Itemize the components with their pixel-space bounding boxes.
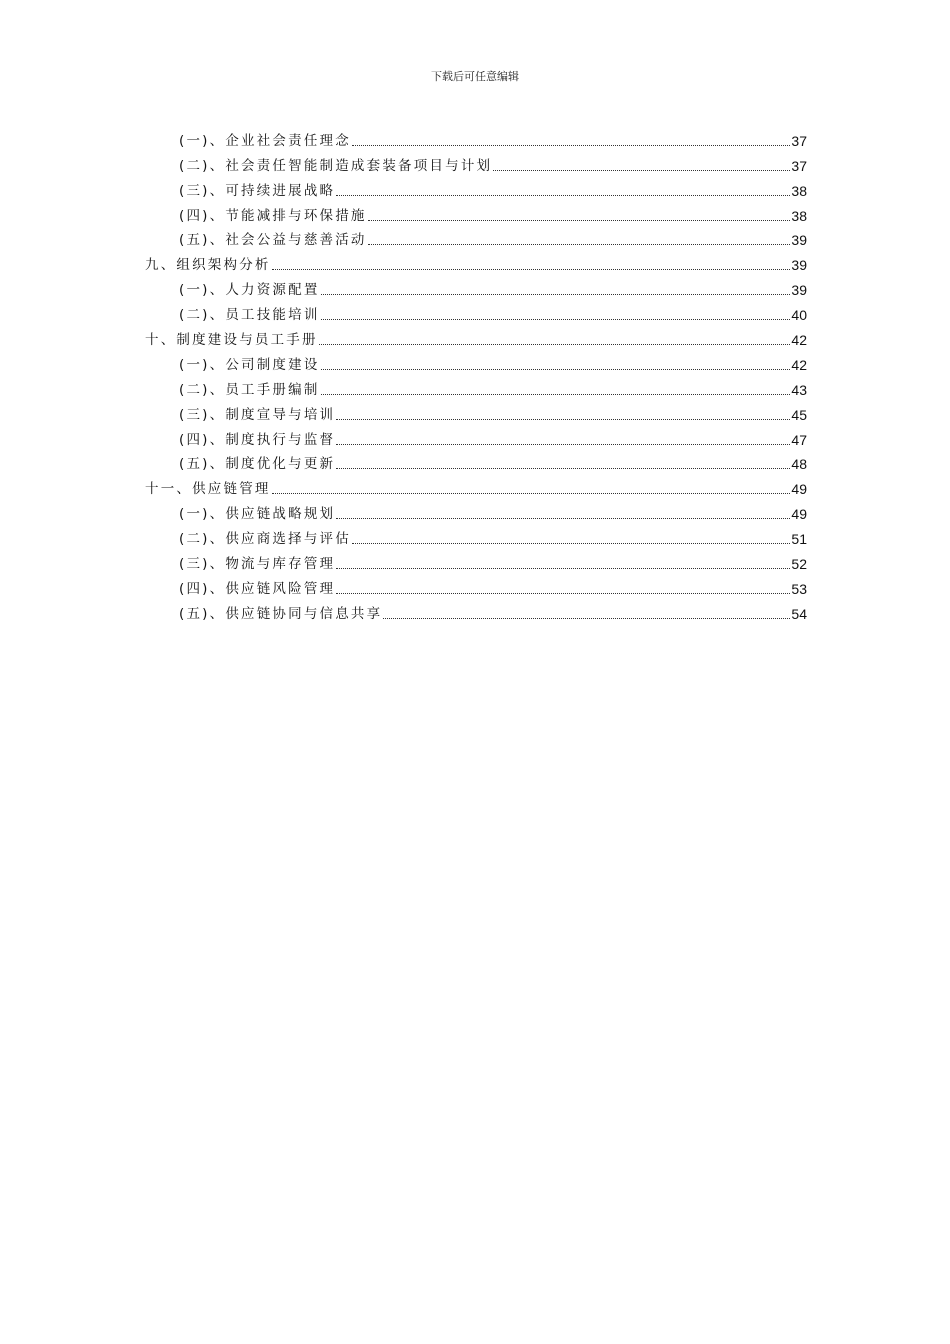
toc-entry-page: 38	[791, 207, 807, 224]
toc-entry-title: (二)、社会责任智能制造成套装备项目与计划	[179, 157, 493, 174]
toc-entry-page: 48	[791, 456, 807, 473]
toc-entry[interactable]	[145, 574, 807, 599]
toc-dot-leader	[336, 419, 790, 420]
toc-entry-page: 42	[791, 332, 807, 349]
toc-entry-title: (五)、供应链协同与信息共享	[179, 605, 383, 622]
toc-dot-leader	[319, 344, 791, 345]
toc-dot-leader	[321, 319, 791, 320]
toc-entry-title: (一)、公司制度建设	[179, 356, 320, 373]
toc-entry[interactable]	[145, 450, 807, 475]
toc-entry[interactable]	[145, 400, 807, 425]
toc-entry-page: 37	[791, 157, 807, 174]
toc-section-title: 十、制度建设与员工手册	[145, 332, 318, 349]
toc-section-entry[interactable]	[145, 325, 807, 350]
toc-entry[interactable]	[145, 425, 807, 450]
table-of-contents	[145, 126, 807, 624]
toc-section-title: 九、组织架构分析	[145, 257, 271, 274]
toc-entry-page: 52	[791, 556, 807, 573]
toc-entry-page: 39	[791, 257, 807, 274]
toc-entry-title: (二)、员工技能培训	[179, 307, 320, 324]
toc-entry[interactable]	[145, 350, 807, 375]
toc-entry-page: 51	[791, 531, 807, 548]
toc-entry-title: (五)、社会公益与慈善活动	[179, 232, 367, 249]
toc-dot-leader	[368, 220, 791, 221]
toc-entry-title: (三)、制度宣导与培训	[179, 406, 336, 423]
toc-entry-page: 39	[791, 282, 807, 299]
toc-entry-page: 43	[791, 381, 807, 398]
toc-entry-title: (一)、企业社会责任理念	[179, 132, 351, 149]
toc-entry-page: 40	[791, 307, 807, 324]
toc-dot-leader	[336, 195, 790, 196]
toc-entry-page: 49	[791, 481, 807, 498]
header-note: 下载后可任意编辑	[431, 70, 519, 83]
toc-entry[interactable]	[145, 549, 807, 574]
toc-entry-title: (一)、供应链战略规划	[179, 506, 336, 523]
toc-section-title: 十一、供应链管理	[145, 481, 271, 498]
toc-dot-leader	[336, 518, 790, 519]
toc-entry[interactable]	[145, 226, 807, 251]
toc-entry[interactable]	[145, 499, 807, 524]
toc-entry-title: (四)、供应链风险管理	[179, 580, 336, 597]
toc-entry-page: 38	[791, 182, 807, 199]
toc-entry-page: 47	[791, 431, 807, 448]
toc-dot-leader	[336, 568, 790, 569]
toc-dot-leader	[336, 468, 790, 469]
toc-entry-title: (四)、制度执行与监督	[179, 431, 336, 448]
toc-entry-title: (三)、可持续进展战略	[179, 182, 336, 199]
toc-entry-title: (四)、节能减排与环保措施	[179, 207, 367, 224]
toc-dot-leader	[383, 618, 790, 619]
toc-entry-page: 42	[791, 356, 807, 373]
toc-dot-leader	[321, 294, 791, 295]
toc-entry-page: 37	[791, 132, 807, 149]
toc-entry-title: (三)、物流与库存管理	[179, 556, 336, 573]
toc-entry-page: 53	[791, 580, 807, 597]
toc-entry[interactable]	[145, 176, 807, 201]
toc-entry-title: (一)、人力资源配置	[179, 282, 320, 299]
toc-dot-leader	[352, 145, 790, 146]
toc-entry-page: 54	[791, 605, 807, 622]
toc-entry[interactable]	[145, 275, 807, 300]
toc-entry-page: 45	[791, 406, 807, 423]
toc-entry-page: 39	[791, 232, 807, 249]
toc-entry[interactable]	[145, 151, 807, 176]
toc-entry-page: 49	[791, 506, 807, 523]
toc-dot-leader	[352, 543, 790, 544]
toc-entry-title: (二)、供应商选择与评估	[179, 531, 351, 548]
toc-dot-leader	[321, 394, 791, 395]
toc-dot-leader	[493, 170, 790, 171]
toc-entry[interactable]	[145, 201, 807, 226]
toc-section-entry[interactable]	[145, 250, 807, 275]
toc-entry[interactable]	[145, 524, 807, 549]
toc-dot-leader	[368, 244, 791, 245]
toc-section-entry[interactable]	[145, 474, 807, 499]
toc-dot-leader	[321, 369, 791, 370]
toc-entry[interactable]	[145, 375, 807, 400]
toc-entry[interactable]	[145, 126, 807, 151]
toc-entry[interactable]	[145, 599, 807, 624]
toc-entry-title: (二)、员工手册编制	[179, 381, 320, 398]
toc-entry-title: (五)、制度优化与更新	[179, 456, 336, 473]
toc-entry[interactable]	[145, 300, 807, 325]
toc-dot-leader	[272, 269, 791, 270]
toc-dot-leader	[336, 593, 790, 594]
toc-dot-leader	[272, 493, 791, 494]
toc-dot-leader	[336, 444, 790, 445]
